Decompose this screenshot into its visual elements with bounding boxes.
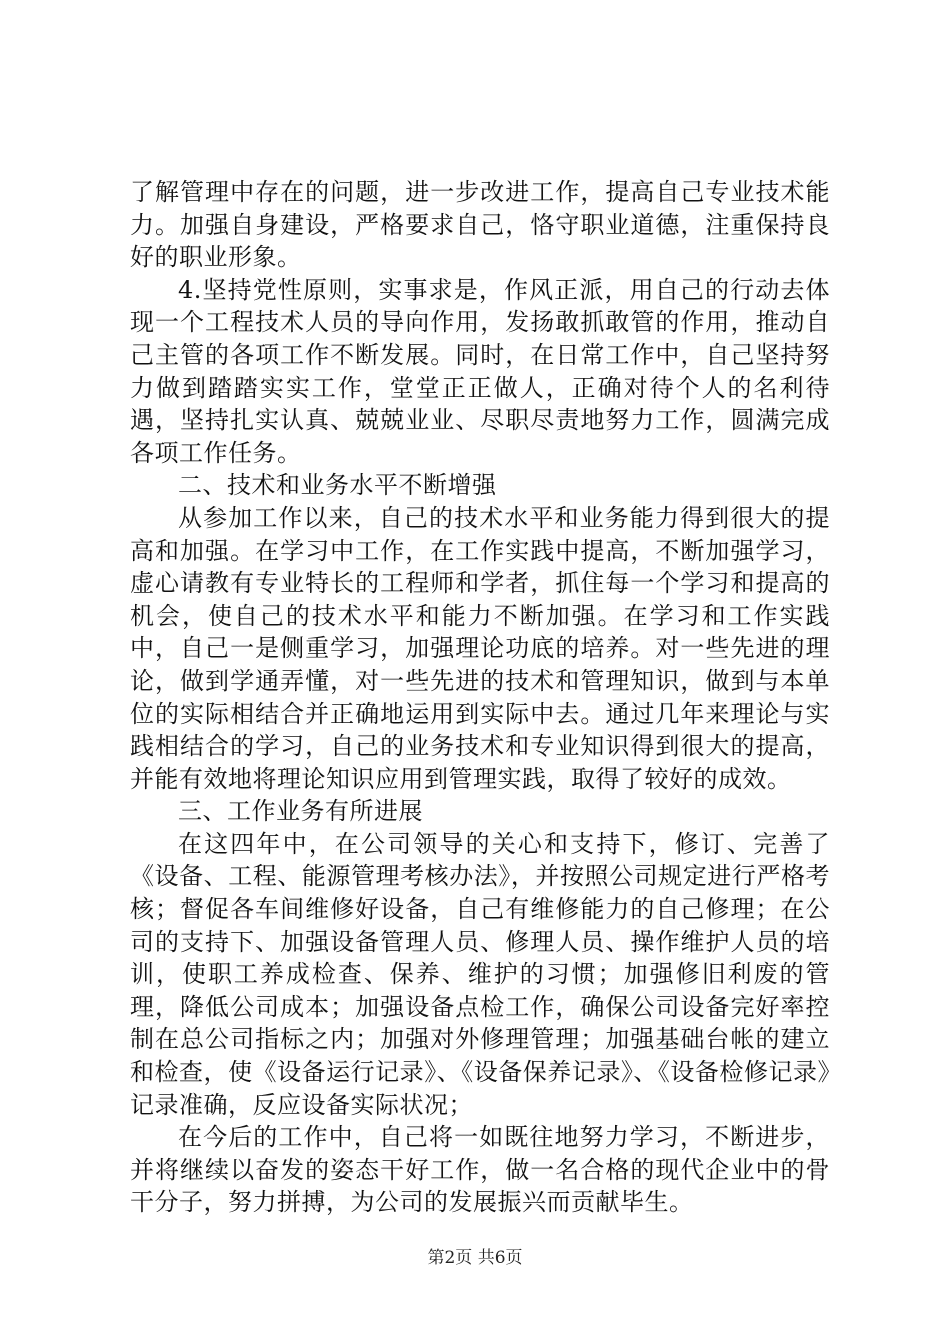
section-heading: 二、技术和业务水平不断增强 bbox=[178, 471, 497, 500]
paragraph: 在今后的工作中，自己将一如既往地努力学习，不断进步，并将继续以奋发的姿态干好工作，做一名合格的现代企业中的骨干分子，努力拼搏，为公司的发展振兴而贡献毕生。 bbox=[130, 1123, 830, 1217]
document-body bbox=[130, 176, 830, 1219]
paragraph: 了解管理中存在的问题，进一步改进工作，提高自己专业技术能力。加强自身建设，严格要求自己，恪守职业道德，注重保持良好的职业形象。 bbox=[130, 178, 830, 272]
paragraph: 4.坚持党性原则，实事求是，作风正派，用自己的行动去体现一个工程技术人员的导向作用，发扬敢抓敢管的作用，推动自己主管的各项工作不断发展。同时，在日常工作中，自己坚持努力做到踏踏实实工作，堂堂正正做人，正确对待个人的名利待遇，坚持扎实认真、兢兢业业、尽职尽责地努力工作，圆满完成各项工作任务。 bbox=[130, 275, 830, 467]
page-number-footer: 第2页 共6页 bbox=[427, 1248, 523, 1268]
section-heading: 三、工作业务有所进展 bbox=[178, 797, 423, 826]
paragraph: 从参加工作以来，自己的技术水平和业务能力得到很大的提高和加强。在学习中工作，在工作实践中提高，不断加强学习，虚心请教有专业特长的工程师和学者，抓住每一个学习和提高的机会，使自己的技术水平和能力不断加强。在学习和工作实践中，自己一是侧重学习，加强理论功底的培养。对一些先进的理论，做到学通弄懂，对一些先进的技术和管理知识，做到与本单位的实际相结合并正确地运用到实际中去。通过几年来理论与实践相结合的学习，自己的业务技术和专业知识得到很大的提高，并能有效地将理论知识应用到管理实践，取得了较好的成效。 bbox=[130, 503, 830, 793]
paragraph: 在这四年中，在公司领导的关心和支持下，修订、完善了《设备、工程、能源管理考核办法》，并按照公司规定进行严格考核；督促各车间维修好设备，自己有维修能力的自己修理；在公司的支持下、加强设备管理人员、修理人员、操作维护人员的培训，使职工养成检查、保养、维护的习惯；加强修旧利废的管理，降低公司成本；加强设备点检工作，确保公司设备完好率控制在总公司指标之内；加强对外修理管理；加强基础台帐的建立和检查，使《设备运行记录》、《设备保养记录》、《设备检修记录》记录准确，反应设备实际状况； bbox=[130, 829, 830, 1119]
